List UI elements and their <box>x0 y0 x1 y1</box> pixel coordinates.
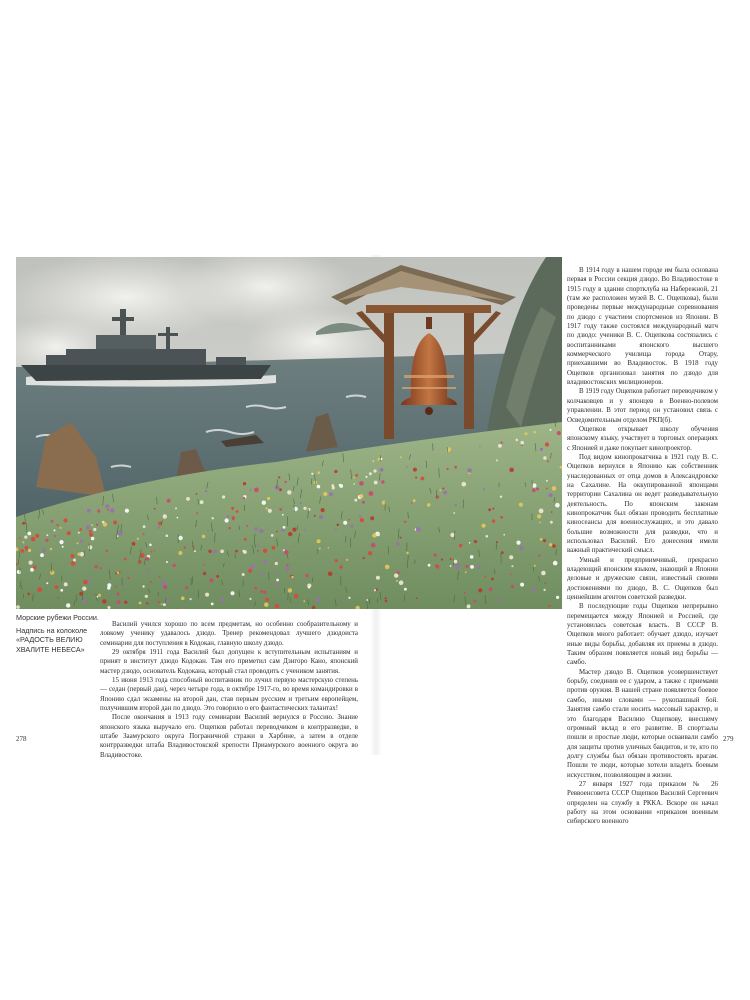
paragraph: Ощепков открывает школу обучения японскому языку, участвует в торговых операциях с Японией и даже покупает кинопроектор. <box>567 425 718 452</box>
painting-svg <box>16 257 562 609</box>
caption-line: ХВАЛИТЕ НЕБЕСА» <box>16 644 85 654</box>
paragraph: После окончания в 1913 году семинарии Василий вернулся в Россию. Знание японского языка выручало его. Ощепков работал переводчиком в контрразведке, в штабе Заамурского округа Пограничной стражи в Харбине, а затем в отделе контрразведки штаба Владивостокской крепости Приамурского военного округа во Владивостоке. <box>100 714 358 759</box>
page-number-left: 278 <box>16 735 27 743</box>
paragraph: В последующие годы Ощепков непрерывно перемещается между Японией и Россией, где установилась советская власть. В СССР В. Ощепков много работает: обучает дзюдо, изучает иные виды борьбы, добавляя их приемы в дзюдо. Таким образом появляется новый вид борьбы — самбо. <box>567 603 718 667</box>
figure-caption <box>16 613 104 654</box>
paragraph: 27 января 1927 года приказом № 26 Реввоенсовета СССР Ощепков Василий Сергеевич определен на службу в РККА. Вскоре он начал работу на этом основании «приказом военным сибирского военного <box>567 780 718 826</box>
caption-line: Надпись на колоколе <box>16 625 88 635</box>
caption-line: «РАДОСТЬ ВЕЛИЮ <box>16 635 83 645</box>
paragraph: 29 октября 1911 года Василий был допущен к вступительным испытаниям и принят в институт дзюдо Кодокан. Там его приметил сам Дзигоро Кано, японский мастер дзюдо, основатель Кодокана, который стал проводить с учеником занятия. <box>100 649 358 675</box>
caption-title: Морские рубежи России. <box>16 613 99 622</box>
paragraph: В 1914 году в нашем городе им была основана первая в России секция дзюдо. Во Владивостоке в 1915 году в здании спортклуба на Набережной, 21 (там же расположен музей В. С. Ощепкова), были проведены первые международные соревнования по дзюдо с участием спортсменов из Японии. В 1917 году также состоялся международный матч по дзюдо: ученики В. С. Ощепкова состязались с воспитанниками японского высшего коммерческого училища города Отару, приехавшими во Владивосток. В 1918 году Ощепков организовал занятия по дзюдо для владивостокских милиционеров. <box>567 267 718 387</box>
paragraph: В 1919 году Ощепков работает переводчиком у колчаковцев и у японцев в Военно-полевом управлении. В этот период он установил связь с Осведомительным отделом РКП(б). <box>567 388 718 424</box>
paragraph: 15 июня 1913 года способный воспитанник по лучил первую мастерскую степень — седан (первый дан), через четыре года, в октябре 1917-го, во время командировки в Японию сдал экзамены на второй дан, став первым русским и третьим европейцем, получившим второй дан по дзюдо. Это говорило о его фантастических талантах! <box>100 677 358 713</box>
paragraph: Умный и предприимчивый, прекрасно владеющий японским языком, знающий в Японии деловые и дружеские связи, известный своими достижениями по дзюдо, В. С. Ощепков был ценнейшим агентом советской разведки. <box>567 556 718 602</box>
paragraph: Под видом кинопрокатчика в 1921 году В. С. Ощепков вернулся в Японию как собственник унаследованных от отца домов в Александровске на Сахалине. На оккупированной японцами территории Сахалина он ведет разведывательную деятельность. По японским законам кинопрокатчик был обязан проводить бесплатные киносеансы для военнослужащих, и это давало большие возможности для разведки, что и использовал Василий. Его донесения имели важный практический смысл. <box>567 453 718 555</box>
paragraph: Мастер дзюдо В. Ощепков усовершенствует борьбу, соединив ее с ударом, а также с приемами против оружия. В нашей стране появляется боевое самбо, иными словами — рукопашный бой. Занятия самбо стали носить массовый характер, и это благодаря Василию Ощепкову, внесшему огромный вклад в его развитие. В спортзалы пошли и простые люди, которые осваивали самбо для защиты против уличных бандитов, и те, кто по долгу службы был обязан противостоять врагам. Пошли те люди, которые хотели владеть боевым искусством, позволяющим в жизни. <box>567 668 718 779</box>
right-text-column <box>567 266 718 827</box>
left-text-column <box>100 620 358 760</box>
page-number-right: 279 <box>723 735 734 743</box>
sea-bell-illustration <box>16 257 562 609</box>
paragraph: Василий учился хорошо по всем предметам, но особенно сообразительному и ловкому ученику удавалось дзюдо. Тренер рекомендовал лучшего дзюдоиста семинарии для поступления в Кодокан, главную школу дзюдо. <box>100 621 358 647</box>
